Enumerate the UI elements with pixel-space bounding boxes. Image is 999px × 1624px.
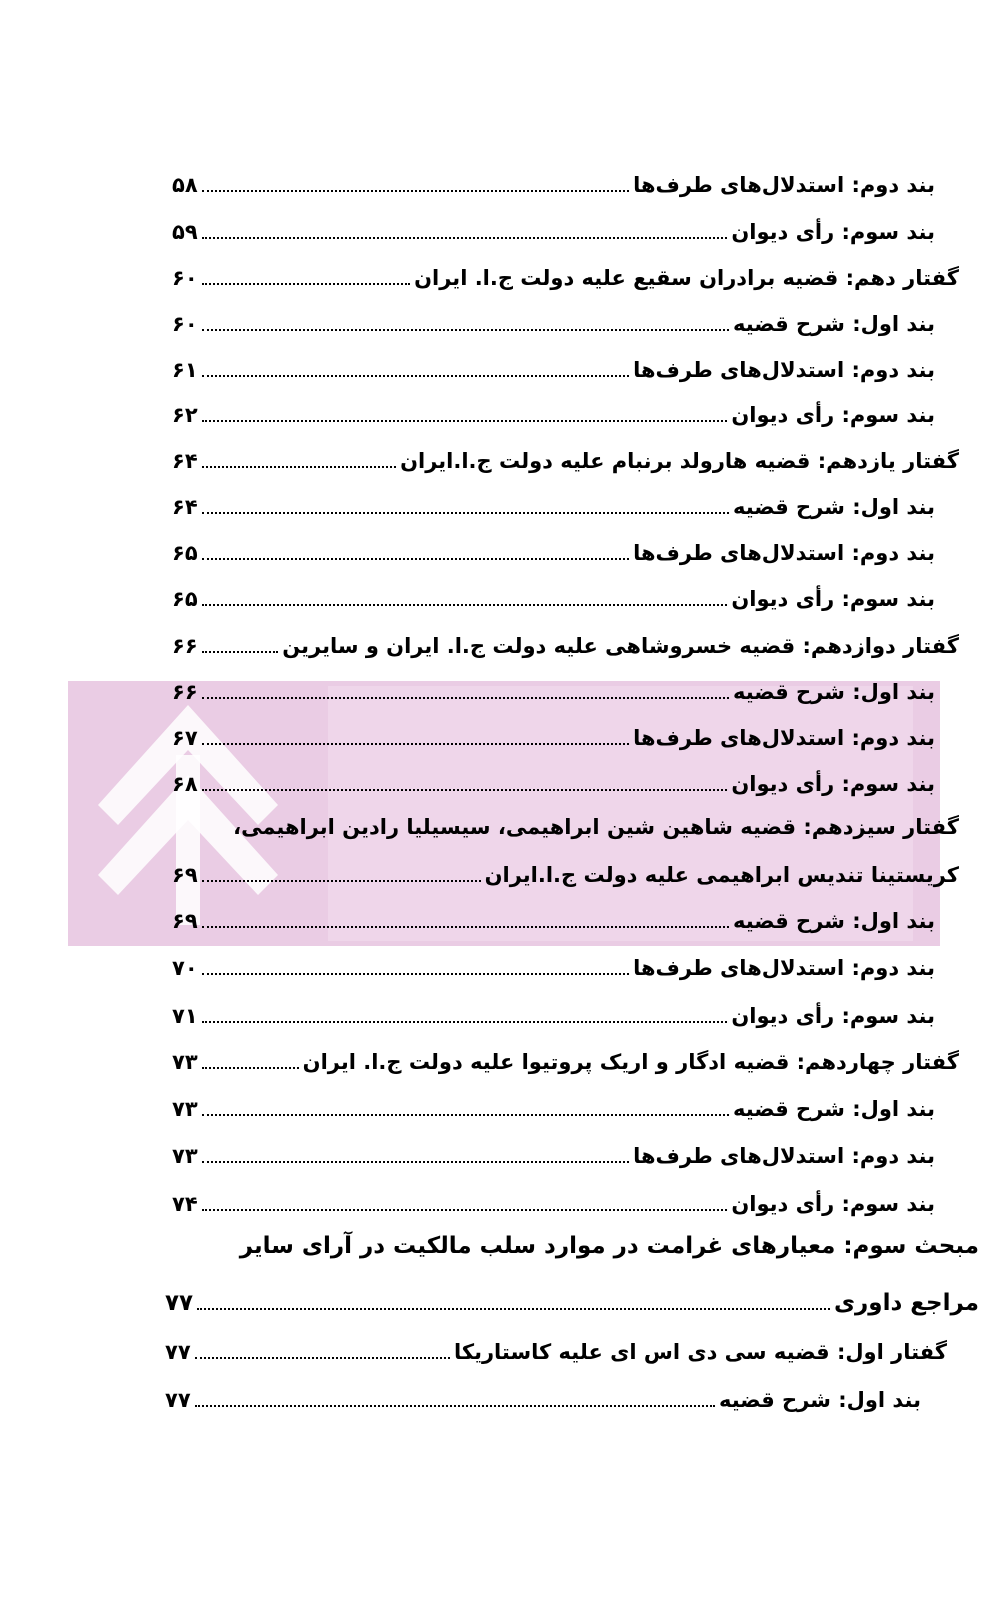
toc-entry-page: ۶۷	[172, 726, 198, 750]
leader-dots	[195, 1357, 450, 1359]
leader-dots	[202, 926, 729, 928]
toc-entry-page: ۶۸	[172, 772, 198, 796]
toc-entry-title-continued[interactable]: گفتار سیزدهم: قضیه شاهین شین ابراهیمی، سیسیلیا رادین ابراهیمی،	[233, 815, 959, 839]
toc-entry-page: ۶۶	[172, 634, 198, 658]
leader-dots	[202, 973, 629, 975]
leader-dots	[202, 1161, 629, 1163]
leader-dots	[202, 375, 629, 377]
toc-entry-page: ۶۵	[172, 587, 198, 611]
leader-dots	[202, 420, 728, 422]
toc-entry-title: بند دوم: استدلال‌های طرف‌ها	[633, 956, 935, 980]
toc-entry-page: ۶۹	[172, 909, 198, 933]
toc-entry-page: ۶۶	[172, 680, 198, 704]
toc-entry-page: ۶۴	[172, 495, 198, 519]
toc-entry-title: گفتار یازدهم: قضیه هارولد برنبام علیه دولت ج.ا.ایران	[400, 449, 959, 473]
toc-entry[interactable]	[172, 395, 935, 435]
toc-entry[interactable]	[165, 1332, 947, 1372]
leader-dots	[202, 190, 629, 192]
toc-entry[interactable]	[172, 165, 935, 205]
toc-entry-title: بند سوم: رأی دیوان	[731, 587, 935, 611]
toc-entry-title: بند اول: شرح قضیه	[733, 495, 935, 519]
toc-entry[interactable]	[172, 1042, 959, 1082]
toc-entry-page: ۷۰	[172, 956, 198, 980]
toc-entry-page: ۷۴	[172, 1192, 198, 1216]
toc-entry[interactable]	[172, 533, 935, 573]
toc-entry-title: مراجع داوری	[833, 1290, 979, 1316]
toc-entry[interactable]	[172, 579, 935, 619]
toc-entry[interactable]	[172, 855, 959, 895]
toc-entry[interactable]	[172, 212, 935, 252]
toc-entry[interactable]	[172, 1184, 935, 1224]
leader-dots	[202, 1067, 299, 1069]
toc-entry[interactable]	[172, 1089, 935, 1129]
toc-entry-page: ۷۷	[165, 1290, 194, 1316]
toc-entry-title: بند اول: شرح قضیه	[733, 680, 935, 704]
leader-dots	[202, 789, 728, 791]
leader-dots	[202, 1021, 728, 1023]
toc-entry[interactable]	[172, 1136, 935, 1176]
leader-dots	[202, 880, 481, 882]
toc-entry-page: ۷۳	[172, 1097, 198, 1121]
toc-entry[interactable]	[172, 626, 959, 666]
toc-entry-title: بند سوم: رأی دیوان	[731, 220, 935, 244]
leader-dots	[202, 466, 396, 468]
toc-entry-page: ۷۱	[172, 1004, 198, 1028]
leader-dots	[197, 1308, 830, 1310]
toc-entry-page: ۵۸	[172, 173, 198, 197]
toc-entry-page: ۵۹	[172, 220, 198, 244]
toc-entry-page: ۶۰	[172, 312, 198, 336]
leader-dots	[202, 651, 279, 653]
toc-entry[interactable]	[165, 1380, 921, 1420]
toc-entry-page: ۶۵	[172, 541, 198, 565]
toc-chapter-title-line1[interactable]: مبحث سوم: معیارهای غرامت در موارد سلب مالکیت در آرای سایر	[239, 1233, 979, 1259]
toc-entry[interactable]	[172, 718, 935, 758]
toc-entry[interactable]	[172, 948, 935, 988]
leader-dots	[202, 743, 629, 745]
toc-entry-title: بند دوم: استدلال‌های طرف‌ها	[633, 173, 935, 197]
toc-entry[interactable]	[172, 901, 935, 941]
toc-entry-page: ۶۱	[172, 358, 198, 382]
toc-entry[interactable]	[172, 441, 959, 481]
toc-entry-title: بند اول: شرح قضیه	[733, 312, 935, 336]
toc-entry-title: بند دوم: استدلال‌های طرف‌ها	[633, 1144, 935, 1168]
toc-entry-title: بند سوم: رأی دیوان	[731, 1004, 935, 1028]
toc-entry-title: بند اول: شرح قضیه	[719, 1388, 921, 1412]
leader-dots	[202, 329, 729, 331]
toc-entry[interactable]	[172, 764, 935, 804]
toc-entry-title: بند دوم: استدلال‌های طرف‌ها	[633, 726, 935, 750]
toc-entry[interactable]	[172, 304, 935, 344]
toc-entry-title: بند اول: شرح قضیه	[733, 1097, 935, 1121]
leader-dots	[202, 697, 729, 699]
toc-entry-title: بند دوم: استدلال‌های طرف‌ها	[633, 541, 935, 565]
toc-entry[interactable]	[172, 487, 935, 527]
toc-entry-page: ۷۷	[165, 1340, 191, 1364]
leader-dots	[202, 558, 629, 560]
leader-dots	[202, 1209, 728, 1211]
toc-entry[interactable]	[172, 258, 959, 298]
toc-entry-title: گفتار اول: قضیه سی دی اس ای علیه کاستاریکا	[453, 1340, 947, 1364]
toc-entry-page: ۷۳	[172, 1144, 198, 1168]
leader-dots	[202, 283, 410, 285]
toc-entry[interactable]	[172, 350, 935, 390]
leader-dots	[202, 512, 729, 514]
toc-entry-title: گفتار دوازدهم: قضیه خسروشاهی علیه دولت ج.ا. ایران و سایرین	[282, 634, 959, 658]
toc-entry[interactable]	[172, 672, 935, 712]
toc-entry-page: ۶۹	[172, 863, 198, 887]
toc-entry-title: بند سوم: رأی دیوان	[731, 1192, 935, 1216]
leader-dots	[195, 1405, 715, 1407]
leader-dots	[202, 604, 728, 606]
toc-entry[interactable]	[172, 996, 935, 1036]
toc-entry-title: بند اول: شرح قضیه	[733, 909, 935, 933]
toc-entry-page: ۶۴	[172, 449, 198, 473]
toc-entry-page: ۶۰	[172, 266, 198, 290]
toc-entry-title: بند دوم: استدلال‌های طرف‌ها	[633, 358, 935, 382]
leader-dots	[202, 1114, 729, 1116]
toc-entry-title: کریستینا تندیس ابراهیمی علیه دولت ج.ا.ایران	[484, 863, 959, 887]
toc-entry-page: ۷۳	[172, 1050, 198, 1074]
toc-chapter-entry[interactable]	[165, 1283, 979, 1323]
leader-dots	[202, 237, 728, 239]
toc-entry-page: ۶۲	[172, 403, 198, 427]
toc-entry-title: گفتار دهم: قضیه برادران سقیع علیه دولت ج.ا. ایران	[414, 266, 959, 290]
toc-entry-title: بند سوم: رأی دیوان	[731, 403, 935, 427]
toc-entry-title: بند سوم: رأی دیوان	[731, 772, 935, 796]
toc-entry-title: گفتار چهاردهم: قضیه ادگار و اریک پروتیوا علیه دولت ج.ا. ایران	[302, 1050, 959, 1074]
toc-entry-page: ۷۷	[165, 1388, 191, 1412]
